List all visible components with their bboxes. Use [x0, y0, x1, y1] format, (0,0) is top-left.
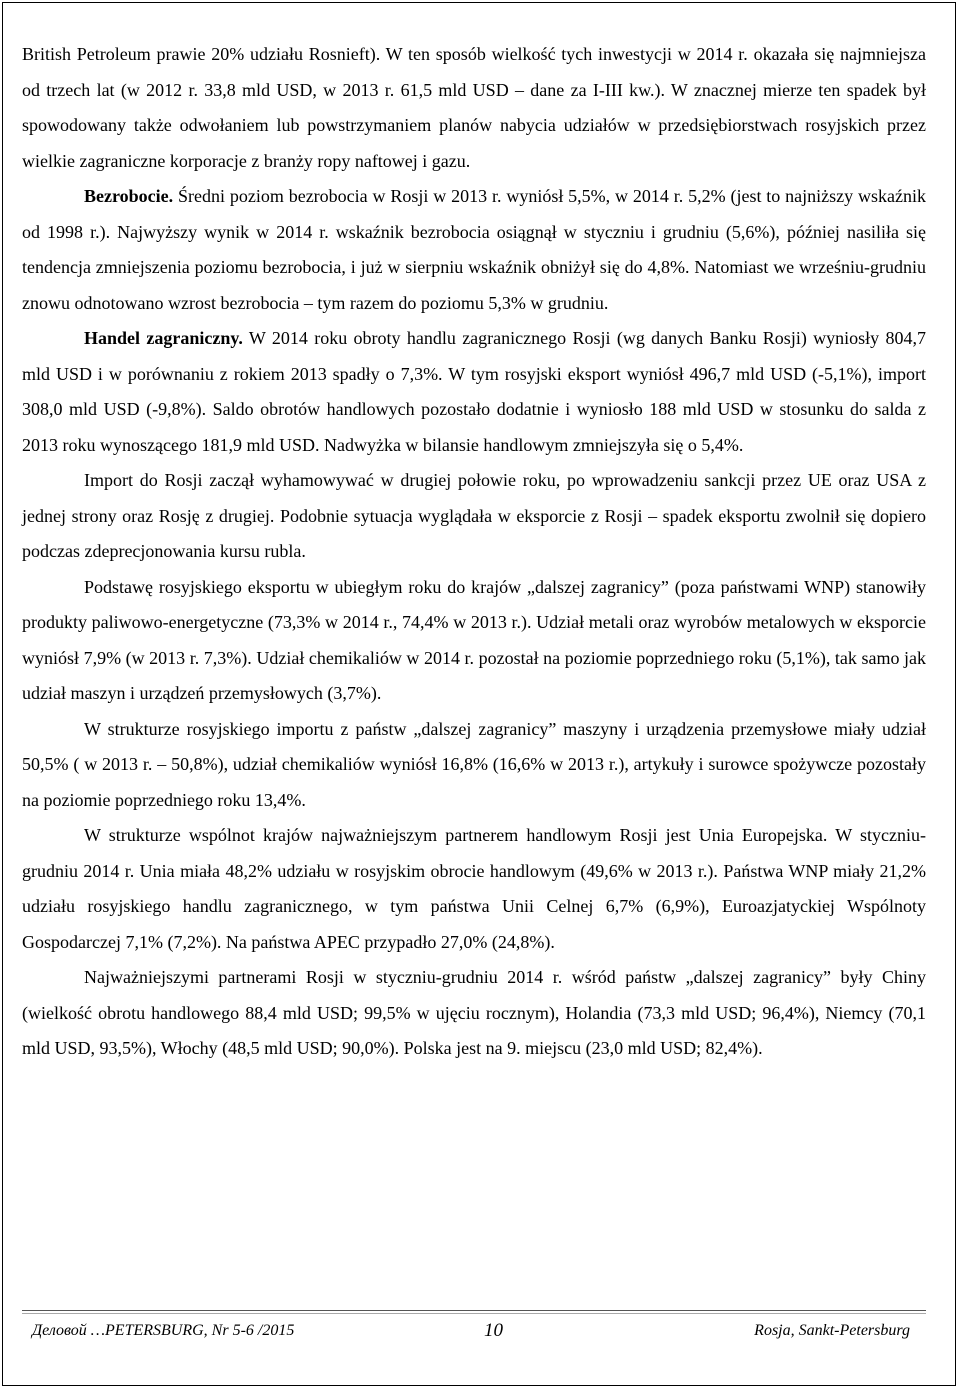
paragraph-text: Import do Rosji zaczął wyhamowywać w drugiej połowie roku, po wprowadzeniu sankcji przez UE oraz USA z jednej strony oraz Rosję z drugiej. Podobnie sytuacja wyglądała w eksporcie z Rosji – spadek eksportu zwolnił się dopiero podczas zdeprecjonowania kursu rubla. — [22, 470, 926, 561]
paragraph-text: Średni poziom bezrobocia w Rosji w 2013 r. wyniósł 5,5%, w 2014 r. 5,2% (jest to najniższy wskaźnik od 1998 r.). Najwyższy wynik w 2014 r. wskaźnik bezrobocia osiągnął w styczniu i grudniu (5,6%), później nasiliła się tendencja zmniejszenia poziomu bezrobocia, i już w sierpniu wskaźnik obniżył się do 4,8%. Natomiast we wrześniu-grudniu znowu odnotowano wzrost bezrobocia – tym razem do poziomu 5,3% w grudniu. — [22, 186, 926, 313]
footer-section: Rosja, Sankt-Petersburg — [754, 1322, 910, 1339]
paragraph-text: British Petroleum prawie 20% udziału Rosnieft). W ten sposób wielkość tych inwestycji w 2014 r. okazała się najmniejsza od trzech lat (w 2012 r. 33,8 mld USD, w 2013 r. 61,5 mld USD – dane za I-III kw.). W znacznej mierze ten spadek był spowodowany także odwołaniem lub powstrzymaniem planów nabycia udziałów w przedsiębiorstwach rosyjskich przez wielkie zagraniczne korporacje z branży ropy naftowej i gazu. — [22, 44, 926, 171]
paragraph-text: W 2014 roku obroty handlu zagranicznego Rosji (wg danych Banku Rosji) wyniosły 804,7 mld USD i w porównaniu z rokiem 2013 spadły o 7,3%. W tym rosyjski eksport wyniósł 496,7 mld USD (-5,1%), import 308,0 mld USD (-9,8%). Saldo obrotów handlowych pozostało dodatnie i wyniosło 188 mld USD w stosunku do salda z 2013 roku wynoszącego 181,9 mld USD. Nadwyżka w bilansie handlowym zmniejszyła się o 5,4%. — [22, 328, 926, 455]
section-heading-foreign-trade: Handel zagraniczny. — [84, 328, 243, 348]
page-footer — [32, 1322, 912, 1346]
paragraph-import-structure — [22, 712, 926, 819]
paragraph-import-slowdown — [22, 463, 926, 570]
paragraph-main-partners — [22, 960, 926, 1067]
paragraph-unemployment — [22, 179, 926, 321]
paragraph-text: Najważniejszymi partnerami Rosji w styczniu-grudniu 2014 r. wśród państw „dalszej zagranicy” były Chiny (wielkość obrotu handlowego 88,4 mld USD; 99,5% w ujęciu rocznym), Holandia (73,3 mld USD; 96,4%), Niemcy (70,1 mld USD, 93,5%), Włochy (48,5 mld USD; 90,0%). Polska jest na 9. miejscu (23,0 mld USD; 82,4%). — [22, 967, 926, 1058]
paragraph-text: W strukturze wspólnot krajów najważniejszym partnerem handlowym Rosji jest Unia Europejska. W styczniu-grudniu 2014 r. Unia miała 48,2% udziału w rosyjskim obrocie handlowym (49,6% w 2013 r.). Państwa WNP miały 21,2% udziału rosyjskiego handlu zagranicznego, w tym państwa Unii Celnej 6,7% (6,9%), Euroazjatyckiej Wspólnoty Gospodarczej 7,1% (7,2%). Na państwa APEC przypadło 27,0% (24,8%). — [22, 825, 926, 952]
footer-publication: Деловой …PETERSBURG, Nr 5-6 /2015 — [32, 1322, 295, 1339]
footer-divider — [22, 1310, 926, 1311]
paragraph-fdi — [22, 37, 926, 179]
paragraph-text: Podstawę rosyjskiego eksportu w ubiegłym roku do krajów „dalszej zagranicy” (poza państwami WNP) stanowiły produkty paliwowo-energetyczne (73,3% w 2014 r., 74,4% w 2013 r.). Udział metali oraz wyrobów metalowych w eksporcie wyniósł 7,9% (w 2013 r. 7,3%). Udział chemikaliów w 2014 r. pozostał na poziomie poprzedniego roku (5,1%), tak samo jak udział maszyn i urządzeń przemysłowych (3,7%). — [22, 576, 926, 703]
section-heading-unemployment: Bezrobocie. — [84, 186, 174, 206]
footer-page-number: 10 — [484, 1320, 503, 1341]
paragraph-trade-partners-blocs — [22, 818, 926, 960]
paragraph-foreign-trade — [22, 321, 926, 463]
footer-divider-secondary — [22, 1313, 926, 1314]
article-body — [22, 37, 926, 1067]
paragraph-export-structure — [22, 570, 926, 712]
paragraph-text: W strukturze rosyjskiego importu z państw „dalszej zagranicy” maszyny i urządzenia przemysłowe miały udział 50,5% ( w 2013 r. – 50,8%), udział chemikaliów wyniósł 16,8% (16,6% w 2013 r.), artykuły i surowce spożywcze pozostały na poziomie poprzedniego roku 13,4%. — [22, 718, 926, 810]
